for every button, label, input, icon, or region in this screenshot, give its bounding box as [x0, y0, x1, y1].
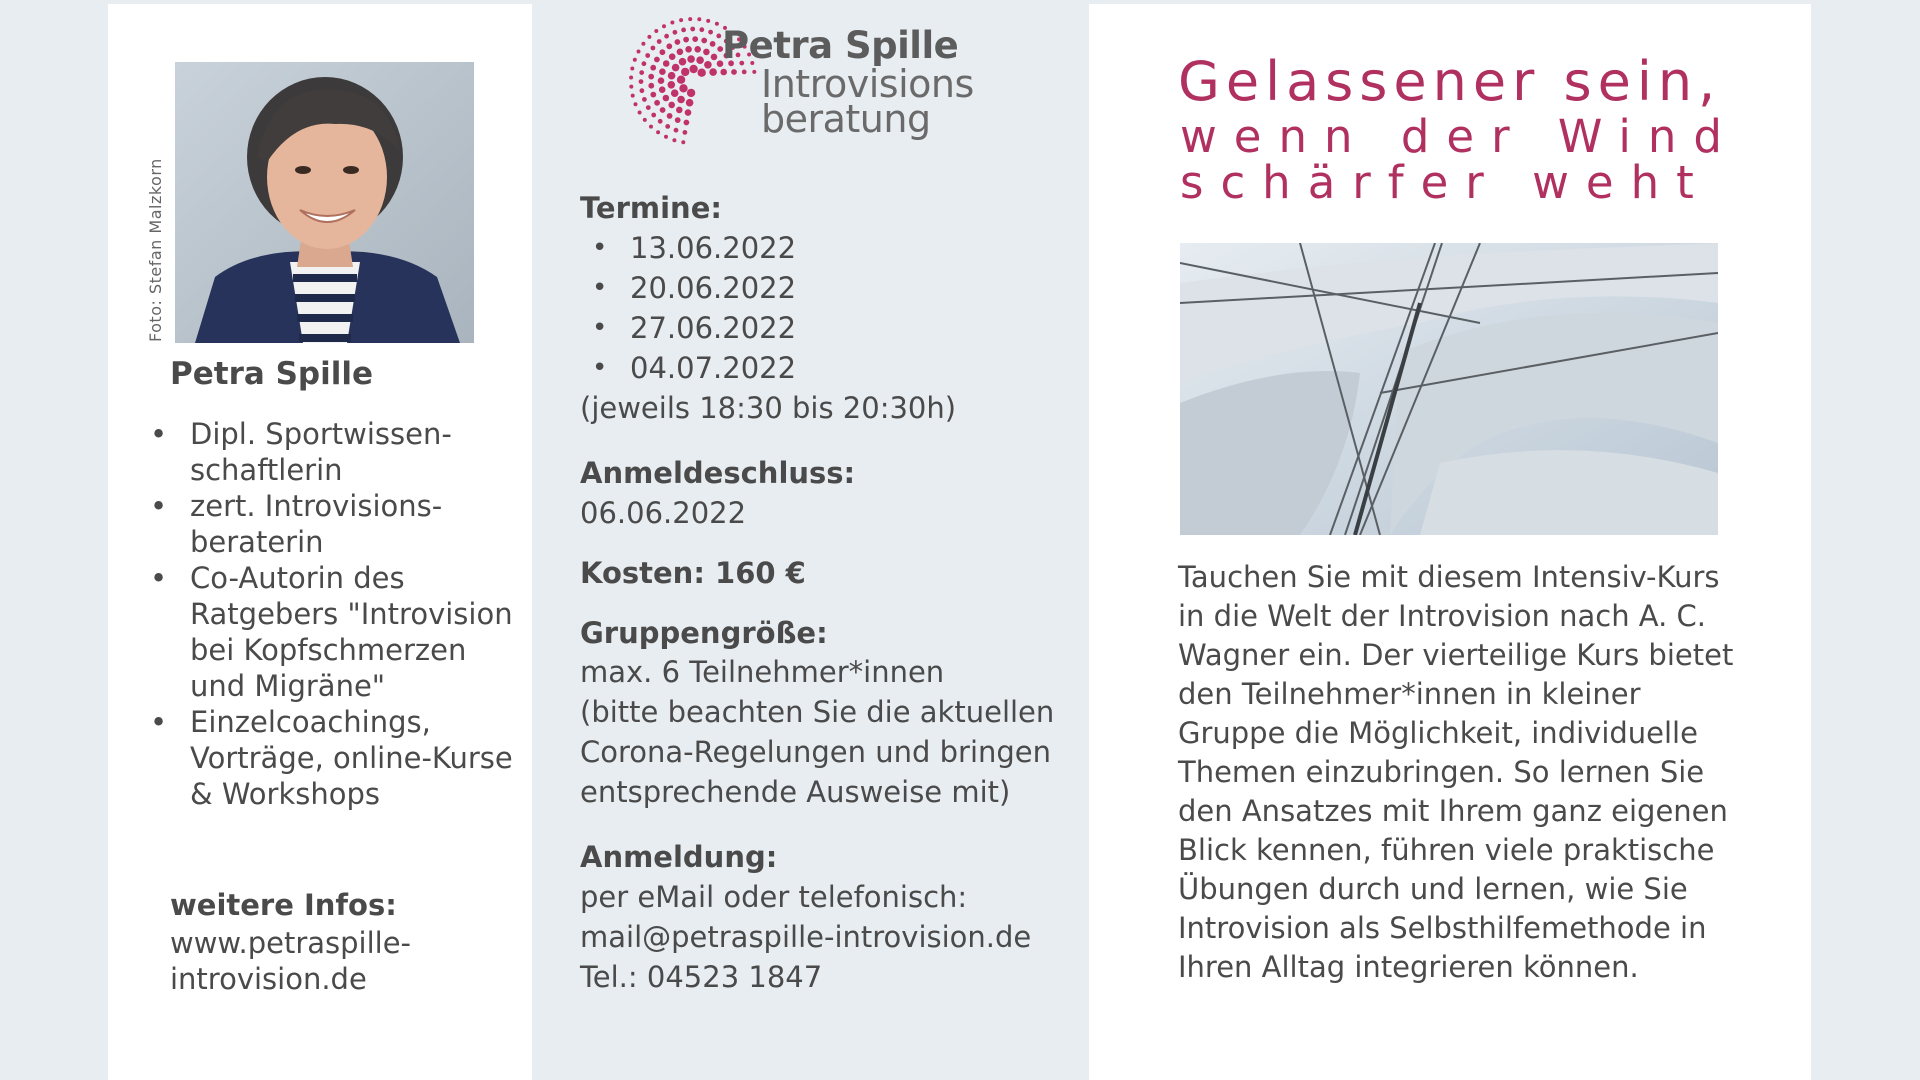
logo-name: Petra Spille: [722, 24, 959, 67]
logo-dot: [664, 34, 669, 39]
logo-dot: [731, 69, 737, 75]
logo-dot: [629, 85, 633, 89]
logo-dot: [675, 117, 681, 123]
course-description: Tauchen Sie mit diesem Intensiv-Kurs in die Welt der Introvision nach A. C. Wagner ein. Der vierteilige Kurs bietet den Teilnehmer*innen in kleiner Gruppe die Möglichkeit, individuelle Themen einzubringen. So lernen Sie den Ansatzes mit Ihrem ganz eigenen Blick kennen, führen viele praktische Übungen durch und lernen, wie Sie Introvision als Selbsthilfemethode in Ihren Alltag integrieren können.: [1178, 560, 1734, 984]
logo-dot: [687, 55, 695, 63]
logo-dot: [687, 89, 695, 97]
logo-dot: [634, 102, 638, 106]
group-size-value: max. 6 Teilnehmer*innen: [580, 655, 945, 689]
logo-dot: [659, 68, 666, 75]
cost-label: Kosten: 160 €: [580, 556, 806, 590]
portrait-photo: [175, 62, 474, 343]
logo-dot: [681, 68, 689, 76]
logo-dot: [665, 124, 670, 129]
photo-credit: Foto: Stefan Malzkorn: [146, 158, 165, 342]
logo-dot: [667, 113, 673, 119]
logo-dot: [689, 65, 697, 73]
logo-dot: [688, 17, 692, 21]
dates-label: Termine:: [580, 191, 722, 225]
logo-dot: [715, 22, 719, 26]
logo-dot: [647, 35, 651, 39]
website-link[interactable]: www.petraspille-introvision.de: [170, 926, 412, 996]
logo-dot: [648, 74, 654, 80]
logo-dot: [660, 49, 666, 55]
logo-dot: [648, 83, 654, 89]
logo-dot: [641, 42, 645, 46]
logo-dot: [683, 37, 689, 43]
logo-dot: [639, 79, 644, 84]
list-item: • zert. Introvisions-beraterin: [150, 488, 530, 560]
logo-dot: [742, 70, 747, 75]
logo-dot: [672, 138, 676, 142]
logo-dot: [690, 27, 695, 32]
logo-dot: [710, 41, 716, 47]
logo-dot: [679, 84, 687, 92]
logo-dot: [673, 30, 678, 35]
logo-dot: [670, 21, 674, 25]
logo-dot: [668, 81, 676, 89]
logo-dot: [683, 130, 688, 135]
logo-dot: [654, 29, 658, 33]
logo-dot: [646, 105, 651, 110]
logo-dot: [685, 46, 692, 53]
logo-dot: [668, 72, 676, 80]
more-info-label: weitere Infos:: [170, 888, 397, 922]
logo-dot: [663, 95, 670, 102]
logo-dot: [638, 111, 642, 115]
logo-dot: [681, 140, 685, 144]
phone-number[interactable]: Tel.: 04523 1847: [580, 960, 823, 994]
logo-dot: [654, 100, 660, 106]
logo-dot: [672, 64, 680, 72]
logo-dot: [650, 92, 656, 98]
logo-subtitle-line2: beratung: [761, 97, 931, 141]
deadline-value: 06.06.2022: [580, 496, 747, 530]
logo-dot: [706, 19, 710, 23]
list-item: • 04.07.2022: [592, 348, 796, 388]
deadline-label: Anmeldeschluss:: [580, 456, 856, 490]
logo-dot: [684, 120, 690, 126]
logo-dot: [692, 36, 698, 42]
logo-dot: [658, 77, 665, 84]
email-link[interactable]: mail@petraspille-introvision.de: [580, 920, 1032, 954]
list-item: • Dipl. Sportwissen-schaftlerin: [150, 416, 530, 488]
logo-dot: [686, 99, 694, 107]
logo-dot: [663, 60, 670, 67]
logo-dot: [631, 94, 635, 98]
dates-list: [592, 228, 796, 388]
group-size-label: Gruppengröße:: [580, 616, 828, 650]
logo-dot: [651, 46, 656, 51]
logo-dot: [660, 107, 666, 113]
logo-dot: [677, 76, 685, 84]
logo-dot: [685, 109, 692, 116]
logo-dot: [664, 135, 668, 139]
logo-subtitle-line1: Introvisions: [761, 62, 974, 106]
logo-dot: [698, 69, 706, 77]
logo-dot: [752, 70, 756, 74]
logo-dot: [709, 68, 717, 76]
logo-dot: [677, 96, 685, 104]
logo-dot: [659, 86, 666, 93]
headline: Gelassener sein,: [1178, 50, 1722, 113]
logo-dot: [640, 88, 645, 93]
list-item: • Co-Autorin des Ratgebers "Introvision bei Kopfschmerzen und Migräne": [150, 560, 530, 704]
list-item: • 20.06.2022: [592, 268, 796, 308]
logo-dot: [697, 17, 701, 21]
logo-dot: [696, 56, 704, 64]
logo-dot: [711, 54, 718, 61]
logo-dot: [720, 69, 727, 76]
logo-dot: [671, 89, 679, 97]
logo-dot: [694, 46, 701, 53]
logo-dot: [662, 24, 666, 28]
logo-dot: [633, 58, 637, 62]
logo-dot: [629, 76, 633, 80]
logo-dot: [666, 43, 672, 49]
logo-dot: [676, 107, 683, 114]
logo-dot: [642, 61, 647, 66]
time-note: (jeweils 18:30 bis 20:30h): [580, 391, 957, 425]
registration-method: per eMail oder telefonisch:: [580, 880, 968, 914]
list-item: • 27.06.2022: [592, 308, 796, 348]
logo-dot: [643, 118, 647, 122]
logo-dot: [681, 28, 686, 33]
logo-dot: [654, 57, 660, 63]
registration-label: Anmeldung:: [580, 840, 778, 874]
logo-dot: [642, 97, 647, 102]
group-note: (bitte beachten Sie die aktuellen Corona-Regelungen und bringen entsprechende Ausweise mit): [580, 695, 1055, 809]
logo-dot: [668, 102, 675, 109]
logo-dot: [658, 119, 663, 124]
logo-dot: [699, 27, 704, 32]
logo-dot: [650, 65, 656, 71]
sail-photo: [1180, 243, 1718, 535]
subheadline-line2: schärfer weht: [1180, 156, 1711, 209]
logo-dot: [703, 49, 710, 56]
logo-dot: [657, 39, 662, 44]
logo-dot: [677, 49, 684, 56]
subheadline-line1: wenn der Wind: [1180, 110, 1739, 163]
logo-dot: [639, 70, 644, 75]
logo-dot: [674, 128, 679, 133]
qualifications-list: [150, 416, 530, 812]
logo-dot: [708, 30, 713, 35]
logo-dot: [679, 58, 687, 66]
person-name: Petra Spille: [170, 356, 373, 392]
logo-dot: [649, 125, 653, 129]
logo-dot: [651, 113, 656, 118]
logo-dot: [630, 67, 634, 71]
logo-dot: [701, 38, 707, 44]
logo-dot: [645, 53, 650, 58]
logo-dot: [679, 18, 683, 22]
logo-dot: [637, 50, 641, 54]
logo-dot: [669, 53, 676, 60]
list-item: • Einzelcoachings, Vorträge, online-Kurse & Workshops: [150, 704, 530, 812]
logo-dot: [656, 130, 660, 134]
logo-dot: [704, 61, 712, 69]
logo-dot: [716, 34, 721, 39]
list-item: • 13.06.2022: [592, 228, 796, 268]
logo-dot: [675, 39, 681, 45]
